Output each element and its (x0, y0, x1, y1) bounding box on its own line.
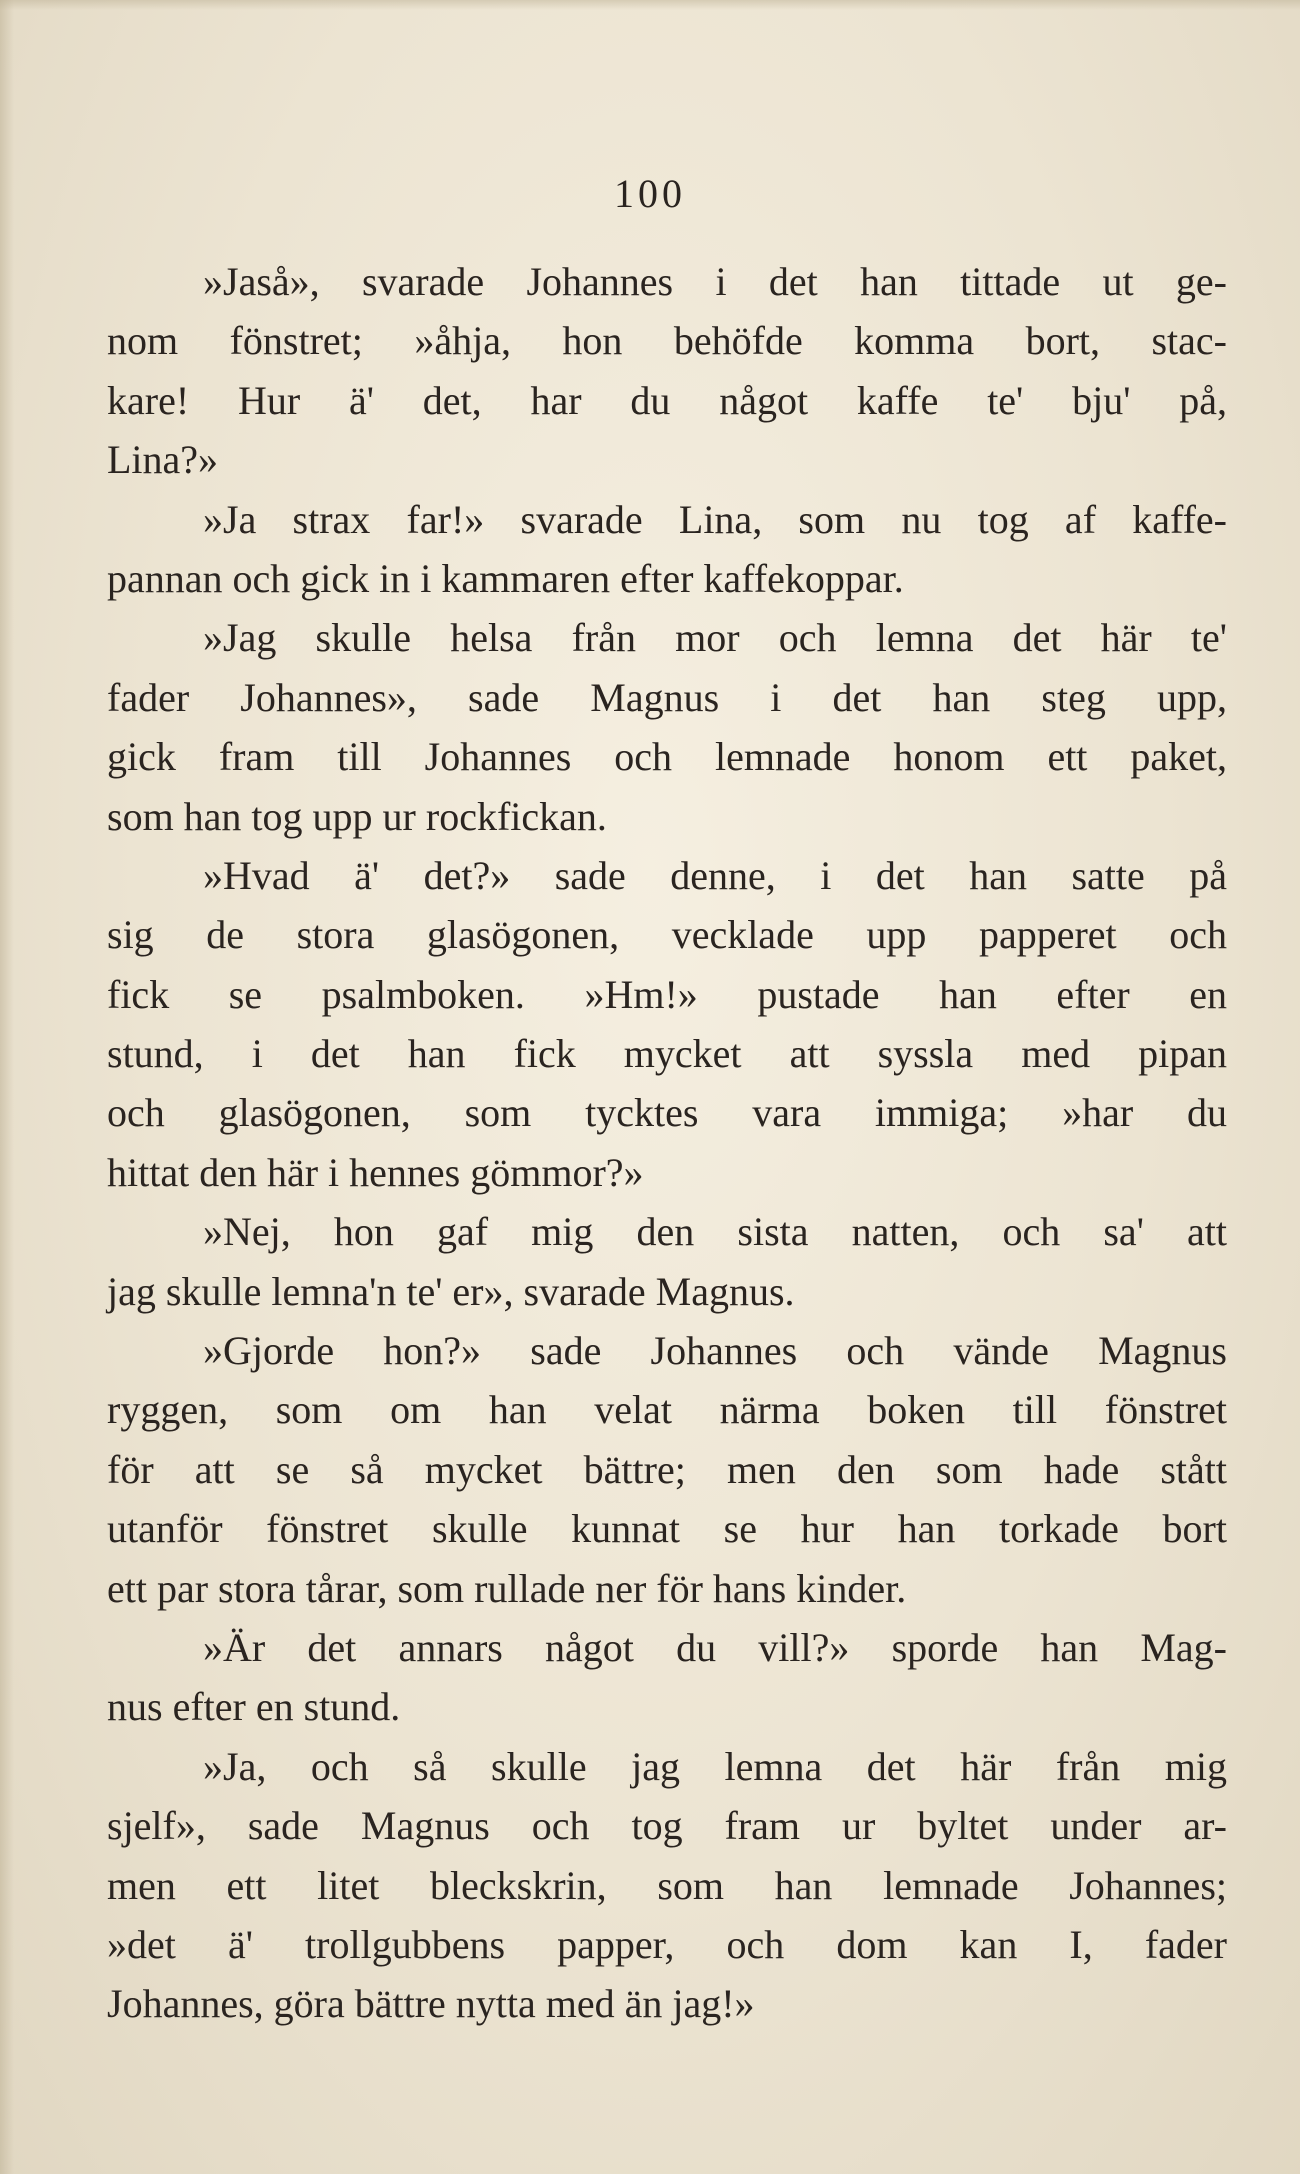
text-line: »Ja, och så skulle jag lemna det här från mig (203, 1743, 1227, 1789)
paragraph (107, 1321, 1227, 1618)
paragraph (107, 846, 1227, 1202)
text-line: som han tog upp ur rockfickan. (107, 793, 607, 839)
text-line: »Är det annars något du vill?» sporde han Mag- (203, 1624, 1227, 1670)
text-line: »Jag skulle helsa från mor och lemna det här te' (203, 615, 1227, 661)
paragraph (107, 1618, 1227, 1737)
text-line: Johannes, göra bättre nytta med än jag!» (107, 1981, 755, 2027)
text-line: för att se så mycket bättre; men den som hade stått (107, 1446, 1227, 1492)
text-line: Lina?» (107, 437, 219, 483)
text-line: nus efter en stund. (107, 1684, 401, 1730)
paragraph (107, 490, 1227, 609)
text-line: »Ja strax far!» svarade Lina, som nu tog af kaffe- (203, 496, 1227, 542)
text-line: »Hvad ä' det?» sade denne, i det han satte på (203, 852, 1227, 898)
text-line: fick se psalmboken. »Hm!» pustade han efter en (107, 971, 1227, 1017)
text-line: sig de stora glasögonen, vecklade upp papperet och (107, 912, 1227, 958)
text-line: men ett litet bleckskrin, som han lemnade Johannes; (107, 1862, 1227, 1908)
paragraph (107, 252, 1227, 490)
paragraph (107, 1737, 1227, 2034)
text-line: »Jaså», svarade Johannes i det han tittade ut ge- (203, 259, 1227, 304)
text-line: hittat den här i hennes gömmor?» (107, 1149, 644, 1195)
text-line: stund, i det han fick mycket att syssla med pipan (107, 1031, 1227, 1077)
text-line: gick fram till Johannes och lemnade honom ett paket, (107, 734, 1227, 780)
text-line: jag skulle lemna'n te' er», svarade Magnus. (107, 1268, 795, 1314)
page-edge-shadow-left (0, 0, 14, 2174)
text-line: och glasögonen, som tycktes vara immiga; »har du (107, 1090, 1227, 1136)
text-line: nom fönstret; »åhja, hon behöfde komma bort, stac- (107, 318, 1227, 364)
paragraph (107, 608, 1227, 846)
text-line: ett par stora tårar, som rullade ner för hans kinder. (107, 1565, 907, 1611)
page-edge-shadow-top (0, 0, 1300, 10)
text-line: pannan och gick in i kammaren efter kaffekoppar. (107, 555, 904, 601)
text-line: utanför fönstret skulle kunnat se hur han torkade bort (107, 1506, 1227, 1552)
text-line: »Gjorde hon?» sade Johannes och vände Magnus (203, 1328, 1227, 1374)
text-line: fader Johannes», sade Magnus i det han steg upp, (107, 674, 1227, 720)
body-text (107, 252, 1227, 2034)
page-number: 100 (614, 171, 686, 216)
paragraph (107, 1202, 1227, 1321)
text-line: »Nej, hon gaf mig den sista natten, och sa' att (203, 1209, 1227, 1255)
text-line: ryggen, som om han velat närma boken till fönstret (107, 1387, 1227, 1433)
text-line: sjelf», sade Magnus och tog fram ur byltet under ar- (107, 1803, 1227, 1849)
text-line: kare! Hur ä' det, har du något kaffe te' bju' på, (107, 377, 1227, 423)
text-line: »det ä' trollgubbens papper, och dom kan I, fader (107, 1921, 1227, 1967)
